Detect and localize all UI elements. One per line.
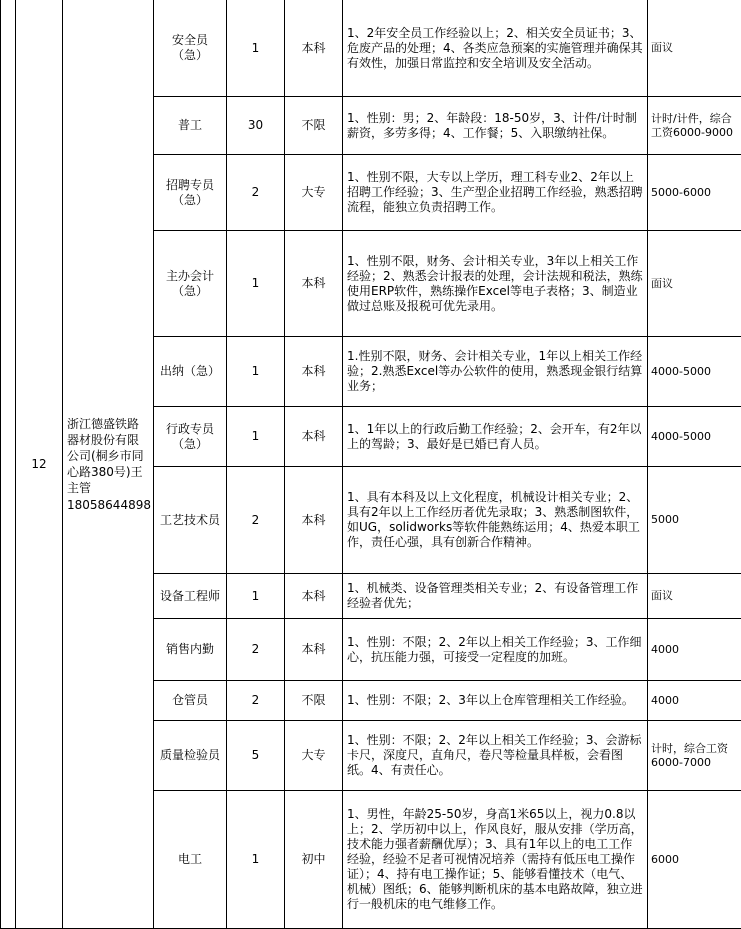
position-name: 普工	[154, 97, 227, 155]
requirements: 1、性别：不限；2、3年以上仓库管理相关工作经验。	[343, 681, 648, 721]
salary: 4000	[648, 619, 741, 681]
headcount: 30	[227, 97, 285, 155]
requirements: 1、性别不限，大专以上学历，理工科专业2、2年以上招聘工作经验；3、生产型企业招聘工作经验，熟悉招聘流程，能独立负责招聘工作。	[343, 155, 648, 231]
position-name: 工艺技术员	[154, 467, 227, 574]
salary: 面议	[648, 0, 741, 97]
salary: 4000	[648, 681, 741, 721]
requirements: 1、1年以上的行政后勤工作经验；2、会开车，有2年以上的驾龄；3、最好是已婚已育人员。	[343, 407, 648, 467]
requirements: 1、机械类、设备管理类相关专业；2、有设备管理工作经验者优先；	[343, 574, 648, 619]
position-name: 行政专员（急）	[154, 407, 227, 467]
row-number: 12	[16, 0, 63, 929]
position-name: 质量检验员	[154, 721, 227, 791]
headcount: 1	[227, 574, 285, 619]
requirements: 1、性别：不限；2、2年以上相关工作经验；3、工作细心，抗压能力强，可接受一定程度的加班。	[343, 619, 648, 681]
education: 初中	[285, 791, 343, 929]
education: 本科	[285, 467, 343, 574]
salary: 面议	[648, 574, 741, 619]
education: 不限	[285, 97, 343, 155]
education: 大专	[285, 155, 343, 231]
company-name: 浙江德盛铁路器材股份有限公司(桐乡市同心路380号)王主管	[67, 417, 144, 495]
education: 本科	[285, 337, 343, 407]
position-name: 设备工程师	[154, 574, 227, 619]
salary: 计时/计件，综合工资6000-9000	[648, 97, 741, 155]
position-name: 招聘专员（急）	[154, 155, 227, 231]
company-phone: 18058644898	[67, 497, 149, 513]
education: 本科	[285, 231, 343, 337]
salary: 4000-5000	[648, 337, 741, 407]
salary: 计时，综合工资6000-7000	[648, 721, 741, 791]
education: 本科	[285, 619, 343, 681]
company-info	[63, 0, 154, 929]
position-name: 电工	[154, 791, 227, 929]
position-name: 仓管员	[154, 681, 227, 721]
headcount: 1	[227, 791, 285, 929]
headcount: 1	[227, 0, 285, 97]
position-name: 主办会计（急）	[154, 231, 227, 337]
salary: 5000	[648, 467, 741, 574]
salary: 4000-5000	[648, 407, 741, 467]
education: 本科	[285, 574, 343, 619]
headcount: 2	[227, 155, 285, 231]
headcount: 2	[227, 681, 285, 721]
education: 本科	[285, 0, 343, 97]
headcount: 1	[227, 231, 285, 337]
position-name: 出纳（急）	[154, 337, 227, 407]
requirements: 1、男性，年龄25-50岁，身高1米65以上，视力0.8以上；2、学历初中以上，作风良好，服从安排（学历高，技术能力强者薪酬优厚）；3、具有1年以上的电工工作经验，经验不足者可视情况培养（需持有低压电工操作证）；4、持有电工操作证；5、能够看懂技术（电气、机械）图纸；6、能够判断机床的基本电路故障，独立进行一般机床的电气维修工作。	[343, 791, 648, 929]
salary: 面议	[648, 231, 741, 337]
headcount: 1	[227, 407, 285, 467]
requirements: 1、2年安全员工作经验以上；2、相关安全员证书；3、危废产品的处理；4、各类应急预案的实施管理并确保其有效性，加强日常监控和安全培训及安全活动。	[343, 0, 648, 97]
position-name: 销售内勤	[154, 619, 227, 681]
education: 不限	[285, 681, 343, 721]
headcount: 5	[227, 721, 285, 791]
table-row	[1, 0, 741, 97]
education: 本科	[285, 407, 343, 467]
requirements: 1、具有本科及以上文化程度，机械设计相关专业；2、具有2年以上工作经历者优先录取；3、熟悉制图软件，如UG，solidworks等软件能熟练运用；4、热爱本职工作，责任心强，具有创新合作精神。	[343, 467, 648, 574]
position-name: 安全员（急）	[154, 0, 227, 97]
salary: 6000	[648, 791, 741, 929]
requirements: 1、性别不限，财务、会计相关专业，3年以上相关工作经验；2、熟悉会计报表的处理，会计法规和税法，熟练使用ERP软件，熟练操作Excel等电子表格；3、制造业做过总账及报税可优先录用。	[343, 231, 648, 337]
requirements: 1.性别不限，财务、会计相关专业，1年以上相关工作经验；2.熟悉Excel等办公软件的使用，熟悉现金银行结算业务；	[343, 337, 648, 407]
salary: 5000-6000	[648, 155, 741, 231]
requirements: 1、性别：不限；2、2年以上相关工作经验；3、会游标卡尺，深度尺，直角尺，卷尺等检量具样板，会看图纸。4、有责任心。	[343, 721, 648, 791]
headcount: 2	[227, 467, 285, 574]
education: 大专	[285, 721, 343, 791]
requirements: 1、性别：男；2、年龄段：18-50岁，3、计件/计时制薪资，多劳多得；4、工作餐；5、入职缴纳社保。	[343, 97, 648, 155]
left-margin-cell	[1, 0, 16, 929]
headcount: 1	[227, 337, 285, 407]
headcount: 2	[227, 619, 285, 681]
